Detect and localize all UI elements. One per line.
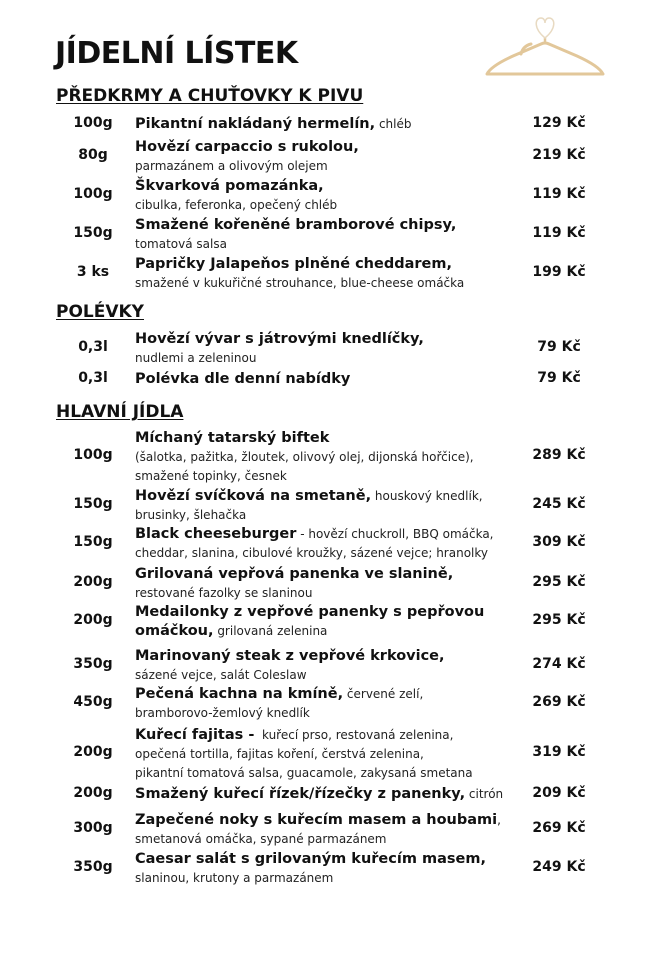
description-line — [135, 621, 525, 640]
menu-item — [0, 428, 665, 482]
dish-note: chléb — [375, 117, 412, 131]
menu-item-price: 269 Kč — [532, 694, 586, 710]
menu-item — [0, 646, 665, 682]
description-line — [135, 215, 525, 234]
description-line — [135, 810, 525, 829]
menu-item-quantity: 350g — [73, 859, 113, 875]
section-title: POLÉVKY — [56, 302, 144, 322]
section-title: PŘEDKRMY A CHUŤOVKY K PIVU — [56, 86, 364, 106]
dish-note: grilovaná zelenina — [213, 624, 328, 638]
dish-name: Marinovaný steak z vepřové krkovice, — [135, 648, 445, 664]
description-line — [135, 524, 525, 543]
menu-item-quantity: 200g — [73, 612, 113, 628]
menu-item-price: 295 Kč — [532, 612, 586, 628]
description-line — [135, 137, 525, 156]
description-line — [135, 486, 525, 505]
menu-item-description — [135, 369, 525, 388]
menu-item-quantity: 200g — [73, 744, 113, 760]
description-line — [135, 763, 525, 782]
dish-name: Black cheeseburger — [135, 526, 297, 542]
menu-item — [0, 329, 665, 365]
menu-item — [0, 254, 665, 290]
menu-item-description — [135, 849, 525, 887]
dish-note: - hovězí chuckroll, BBQ omáčka, — [296, 527, 494, 541]
menu-item-description — [135, 725, 525, 782]
dish-name: Škvarková pomazánka, — [135, 178, 324, 194]
description-line — [135, 725, 525, 744]
description-line — [135, 447, 525, 466]
menu-item — [0, 564, 665, 600]
menu-item-quantity: 450g — [73, 694, 113, 710]
menu-item — [0, 725, 665, 779]
menu-item-price: 274 Kč — [532, 656, 586, 672]
menu-item-description — [135, 176, 525, 214]
description-line — [135, 744, 525, 763]
menu-item-quantity: 200g — [73, 785, 113, 801]
description-line — [135, 254, 525, 273]
menu-item-quantity: 0,3l — [78, 370, 108, 386]
dish-note: slaninou, krutony a parmazánem — [135, 871, 334, 885]
dish-name: Grilovaná vepřová panenka ve slanině, — [135, 566, 454, 582]
dish-name: omáčkou, — [135, 623, 214, 639]
menu-item-description — [135, 524, 525, 562]
menu-item-price: 289 Kč — [532, 447, 586, 463]
dish-note: pikantní tomatová salsa, guacamole, zakysaná smetana — [135, 766, 473, 780]
dish-note: sázené vejce, salát Coleslaw — [135, 668, 307, 682]
dish-name: Smažené kořeněné bramborové chipsy, — [135, 217, 457, 233]
section-title: HLAVNÍ JÍDLA — [56, 402, 184, 422]
description-line — [135, 348, 525, 367]
menu-item-price: 129 Kč — [532, 115, 586, 131]
dish-note: , — [497, 813, 501, 827]
dish-note: (šalotka, pažitka, žloutek, olivový olej, dijonská hořčice), — [135, 450, 474, 464]
description-line — [135, 543, 525, 562]
dish-name: Kuřecí fajitas - — [135, 727, 255, 743]
description-line — [135, 602, 525, 621]
dish-note: cheddar, slanina, cibulové kroužky, sázené vejce; hranolky — [135, 546, 488, 560]
menu-item — [0, 137, 665, 173]
description-line — [135, 466, 525, 485]
menu-item-description — [135, 137, 525, 175]
menu-item-price: 269 Kč — [532, 820, 586, 836]
description-line — [135, 329, 525, 348]
menu-item-description — [135, 114, 525, 133]
dish-name: Papričky Jalapeňos plněné cheddarem, — [135, 256, 452, 272]
description-line — [135, 156, 525, 175]
description-line — [135, 564, 525, 583]
menu-item — [0, 215, 665, 251]
description-line — [135, 646, 525, 665]
description-line — [135, 428, 525, 447]
menu-item — [0, 684, 665, 720]
menu-item-price: 119 Kč — [532, 186, 586, 202]
description-line — [135, 273, 525, 292]
dish-note: cibulka, feferonka, opečený chléb — [135, 198, 338, 212]
dish-name: Míchaný tatarský biftek — [135, 430, 330, 446]
menu-item-description — [135, 329, 525, 367]
menu-item-description — [135, 215, 525, 253]
menu-item-description — [135, 486, 525, 524]
menu-item-description — [135, 564, 525, 602]
description-line — [135, 234, 525, 253]
description-line — [135, 684, 525, 703]
menu-item-description — [135, 646, 525, 684]
menu-item-quantity: 0,3l — [78, 339, 108, 355]
description-line — [135, 114, 525, 133]
menu-item-price: 79 Kč — [537, 339, 581, 355]
menu-item-price: 79 Kč — [537, 370, 581, 386]
dish-note: houskový knedlík, — [371, 489, 483, 503]
menu-item-quantity: 300g — [73, 820, 113, 836]
menu-item-price: 219 Kč — [532, 147, 586, 163]
menu-item-description — [135, 428, 525, 485]
dish-note: parmazánem a olivovým olejem — [135, 159, 328, 173]
menu-item — [0, 849, 665, 885]
dish-name: Caesar salát s grilovaným kuřecím masem, — [135, 851, 486, 867]
menu-item-price: 309 Kč — [532, 534, 586, 550]
menu-item-description — [135, 602, 525, 640]
menu-item — [0, 602, 665, 638]
menu-item-quantity: 150g — [73, 534, 113, 550]
menu-item-quantity: 3 ks — [76, 264, 110, 280]
dish-note: smažené topinky, česnek — [135, 469, 287, 483]
menu-item-price: 119 Kč — [532, 225, 586, 241]
menu-item — [0, 486, 665, 522]
menu-item-description — [135, 810, 525, 848]
dish-name: Hovězí vývar s játrovými knedlíčky, — [135, 331, 424, 347]
dish-note: citrón — [465, 787, 504, 801]
menu-item-price: 319 Kč — [532, 744, 586, 760]
description-line — [135, 369, 525, 388]
dish-note: smetanová omáčka, sypané parmazánem — [135, 832, 387, 846]
hanger-heart-icon — [483, 14, 607, 80]
dish-note: bramborovo-žemlový knedlík — [135, 706, 310, 720]
dish-name: Pečená kachna na kmíně, — [135, 686, 344, 702]
dish-name: Zapečené noky s kuřecím masem a houbami — [135, 812, 498, 828]
dish-note: nudlemi a zeleninou — [135, 351, 257, 365]
dish-note: opečená tortilla, fajitas koření, čerstvá zelenina, — [135, 747, 424, 761]
page-title: JÍDELNÍ LÍSTEK — [55, 36, 298, 71]
menu-item-quantity: 100g — [73, 186, 113, 202]
menu-item — [0, 784, 665, 802]
dish-note: kuřecí prso, restovaná zelenina, — [254, 728, 454, 742]
description-line — [135, 665, 525, 684]
dish-note: červené zelí, — [343, 687, 424, 701]
menu-item-description — [135, 254, 525, 292]
menu-item — [0, 524, 665, 560]
dish-note: smažené v kukuřičné strouhance, blue-cheese omáčka — [135, 276, 465, 290]
description-line — [135, 505, 525, 524]
menu-item-price: 295 Kč — [532, 574, 586, 590]
menu-item-quantity: 100g — [73, 447, 113, 463]
dish-name: Polévka dle denní nabídky — [135, 371, 351, 387]
dish-note: tomatová salsa — [135, 237, 227, 251]
menu-item — [0, 114, 665, 132]
dish-name: Hovězí carpaccio s rukolou, — [135, 139, 359, 155]
menu-item-quantity: 200g — [73, 574, 113, 590]
dish-note: brusinky, šlehačka — [135, 508, 247, 522]
menu-item-price: 209 Kč — [532, 785, 586, 801]
description-line — [135, 176, 525, 195]
description-line — [135, 195, 525, 214]
dish-note: restované fazolky se slaninou — [135, 586, 313, 600]
menu-item — [0, 810, 665, 846]
menu-item-description — [135, 684, 525, 722]
dish-name: Medailonky z vepřové panenky s pepřovou — [135, 604, 485, 620]
menu-item-quantity: 150g — [73, 225, 113, 241]
dish-name: Hovězí svíčková na smetaně, — [135, 488, 372, 504]
description-line — [135, 868, 525, 887]
menu-item-quantity: 150g — [73, 496, 113, 512]
dish-name: Smažený kuřecí řízek/řízečky z panenky, — [135, 786, 466, 802]
description-line — [135, 703, 525, 722]
description-line — [135, 583, 525, 602]
menu-item-quantity: 350g — [73, 656, 113, 672]
description-line — [135, 829, 525, 848]
dish-name: Pikantní nakládaný hermelín, — [135, 116, 376, 132]
menu-item-description — [135, 784, 525, 803]
menu-item-price: 245 Kč — [532, 496, 586, 512]
menu-item-price: 199 Kč — [532, 264, 586, 280]
menu-item — [0, 176, 665, 212]
menu-item-price: 249 Kč — [532, 859, 586, 875]
description-line — [135, 784, 525, 803]
menu-item-quantity: 80g — [78, 147, 108, 163]
menu-item — [0, 369, 665, 387]
menu-item-quantity: 100g — [73, 115, 113, 131]
description-line — [135, 849, 525, 868]
